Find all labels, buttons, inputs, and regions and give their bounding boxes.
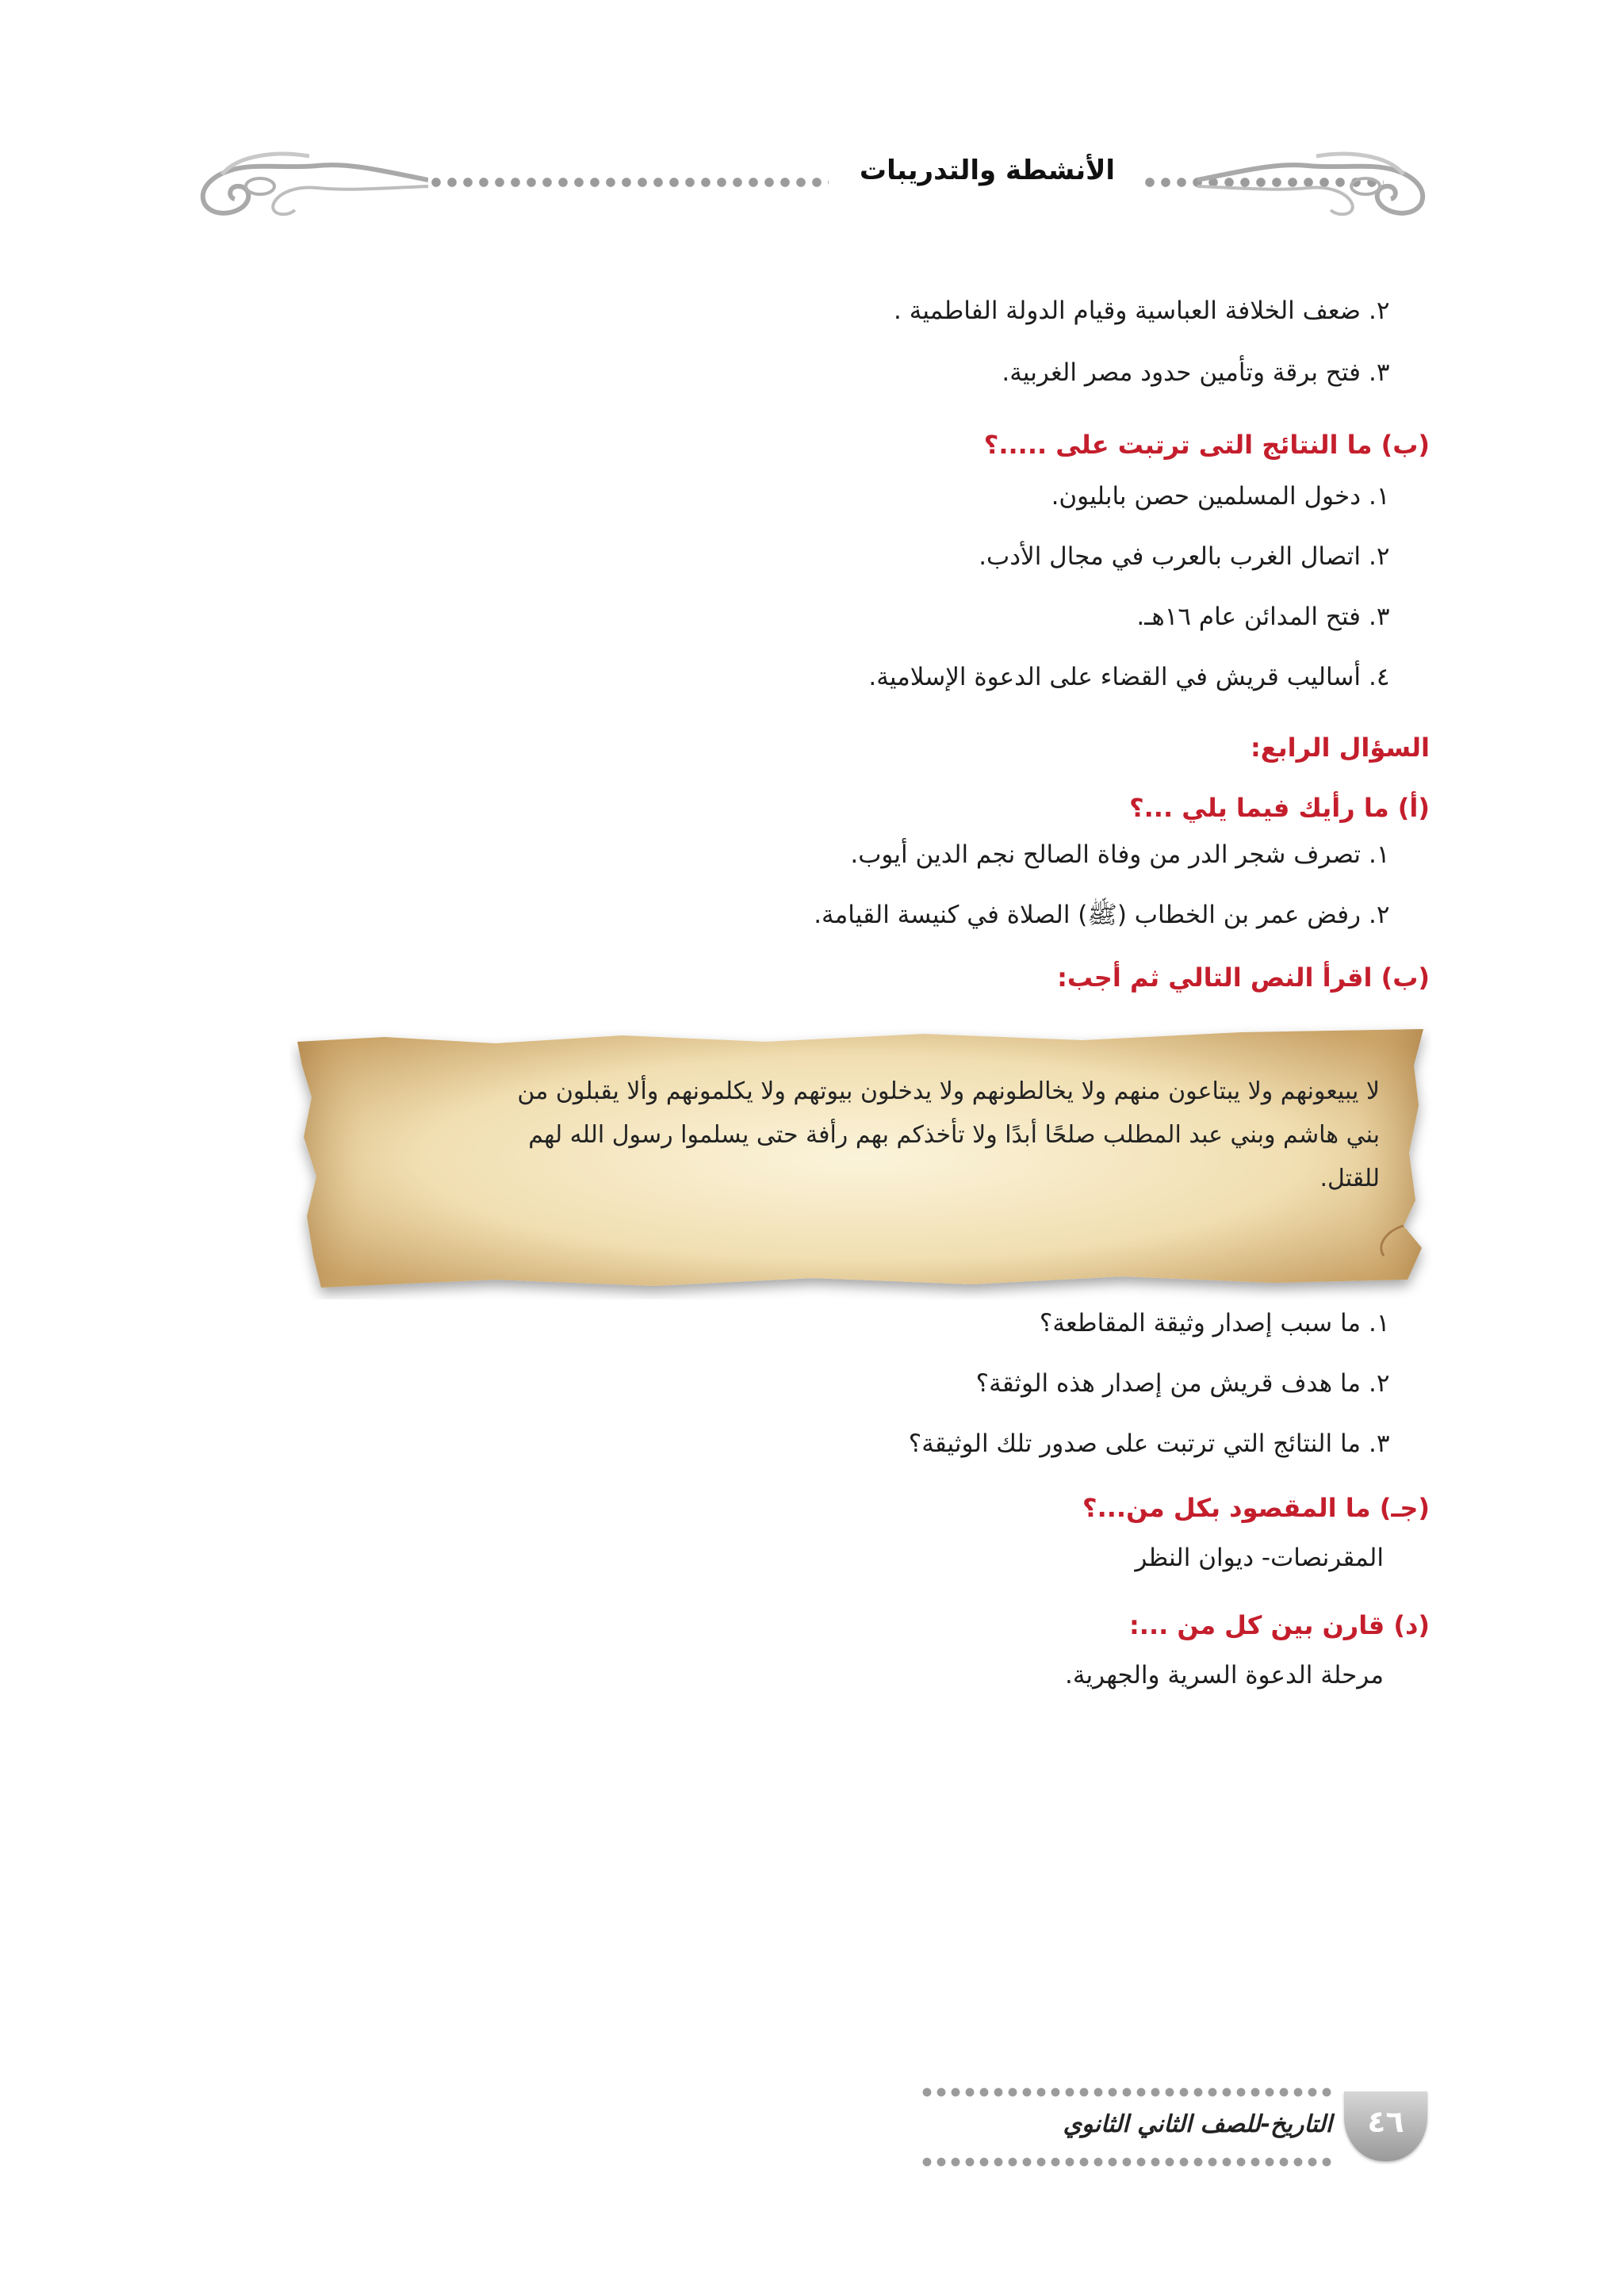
list-item: [193, 479, 1430, 514]
header-title: الأنشطة والتدريبات: [859, 155, 1116, 186]
item-number: ٣.: [1369, 1429, 1390, 1458]
item-text: ما سبب إصدار وثيقة المقاطعة؟: [1039, 1309, 1361, 1337]
page-footer: [904, 2077, 1443, 2172]
item-text: فتح المدائن عام ١٦هـ.: [1136, 603, 1361, 631]
list-item: [193, 1306, 1430, 1341]
part-b-list: [193, 1306, 1430, 1461]
section-b-heading: (ب) ما النتائج التى ترتبت على .....؟: [983, 430, 1430, 460]
passage-line: بني هاشم وبني عبد المطلب صلحًا أبدًا ولا تأخذكم بهم رأفة حتى يسلموا رسول الله لهم: [528, 1121, 1380, 1149]
passage-line: للقتل.: [1320, 1165, 1380, 1192]
item-number: ٢.: [1369, 901, 1390, 929]
item-number: ١.: [1369, 1309, 1390, 1337]
part-d-heading: (د) قارن بين كل من ...:: [1129, 1610, 1430, 1640]
right-ornament-icon: [1197, 139, 1435, 226]
passage-text: [349, 1070, 1380, 1200]
list-item: [193, 1426, 1430, 1461]
list-item: [193, 599, 1430, 634]
part-b-heading: (ب) اقرأ النص التالي ثم أجب:: [1057, 962, 1430, 993]
part-c-heading: (جـ) ما المقصود بكل من...؟: [1082, 1493, 1430, 1523]
item-number: ٣.: [1369, 603, 1390, 631]
section-b-list: [193, 479, 1430, 695]
list-item: [193, 660, 1430, 695]
item-text: دخول المسلمين حصن بابليون.: [1051, 482, 1361, 511]
footer-dotted-rule: [920, 2156, 1332, 2168]
part-a-list: [193, 837, 1430, 932]
item-text: فتح برقة وتأمين حدود مصر الغربية.: [1002, 358, 1361, 387]
list-item: [193, 355, 1430, 390]
list-item: [193, 539, 1430, 574]
page-header: [190, 139, 1435, 226]
item-text: تصرف شجر الدر من وفاة الصالح نجم الدين أيوب.: [850, 840, 1361, 869]
header-dotted-rule: [428, 177, 829, 188]
list-item: [193, 837, 1430, 872]
part-d-text: مرحلة الدعوة السرية والجهرية.: [1064, 1661, 1384, 1689]
item-text: رفض عمر بن الخطاب (ﷺ) الصلاة في كنيسة القيامة.: [814, 901, 1361, 929]
item-text: ما هدف قريش من إصدار هذه الوثقة؟: [975, 1369, 1361, 1398]
page-number: ٤٦: [1367, 2104, 1404, 2139]
passage-line: لا يبيعونهم ولا يبتاعون منهم ولا يخالطونهم ولا يدخلون بيوتهم ولا يكلمونهم وألا يقبلون من: [517, 1077, 1380, 1105]
item-number: ٢.: [1369, 1369, 1390, 1398]
list-item: [193, 1366, 1430, 1401]
item-number: ٣.: [1369, 358, 1390, 387]
item-text: أساليب قريش في القضاء على الدعوة الإسلامية.: [868, 663, 1361, 691]
list-item: [193, 293, 1430, 328]
left-ornament-icon: [190, 139, 428, 226]
item-text: اتصال الغرب بالعرب في مجال الأدب.: [979, 542, 1361, 571]
item-number: ١.: [1369, 482, 1390, 511]
item-number: ٤.: [1369, 663, 1390, 691]
item-number: ١.: [1369, 840, 1390, 869]
footer-dotted-rule: [920, 2087, 1332, 2098]
main-content: [193, 293, 1430, 1693]
question-4-heading: السؤال الرابع:: [1250, 733, 1430, 763]
passage-parchment: [289, 1018, 1431, 1299]
part-c-text: المقرنصات- ديوان النظر: [1135, 1544, 1384, 1572]
footer-title: التاريخ-للصف الثاني الثانوي: [1063, 2110, 1332, 2138]
item-text: ضعف الخلافة العباسية وقيام الدولة الفاطمية .: [893, 297, 1361, 325]
part-a-heading: (أ) ما رأيك فيما يلي ...؟: [1129, 793, 1430, 823]
item-number: ٢.: [1369, 297, 1390, 325]
page-number-badge: [1344, 2091, 1427, 2161]
item-text: ما النتائج التي ترتبت على صدور تلك الوثيقة؟: [908, 1429, 1361, 1458]
list-item: [193, 897, 1430, 932]
item-number: ٢.: [1369, 542, 1390, 571]
prev-list: [193, 293, 1430, 390]
